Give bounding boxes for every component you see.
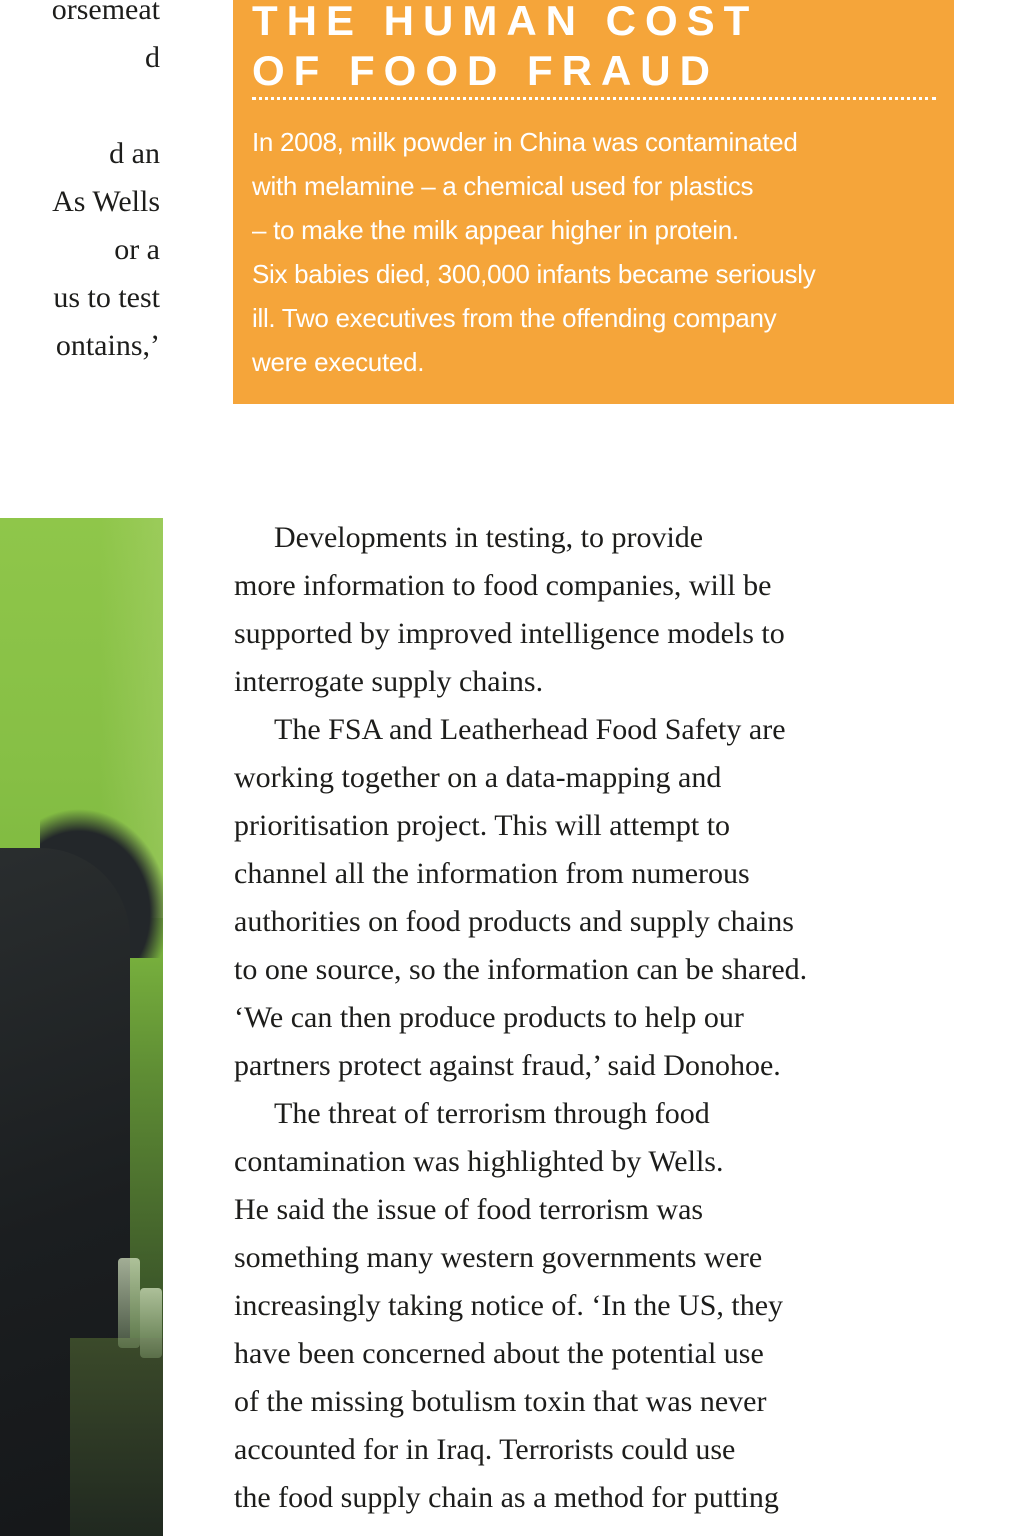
article-line: accounted for in Iraq. Terrorists could use [234,1433,736,1466]
photo-glass [140,1288,162,1358]
sidebar-box [233,0,954,404]
sidebar-body [252,120,942,384]
left-column-line: ontains,’ [55,329,160,362]
sidebar-body-line: – to make the milk appear higher in protein. [252,215,739,245]
article-line: have been concerned about the potential use [234,1337,764,1370]
article-line: The threat of terrorism through food [274,1097,710,1130]
article-line: contamination was highlighted by Wells. [234,1145,724,1178]
photo-glass [118,1258,140,1348]
photo-table [70,1338,163,1536]
article-line: authorities on food products and supply chains [234,905,794,938]
article-line: channel all the information from numerous [234,857,750,890]
sidebar-body-line: were executed. [252,347,425,377]
left-column-line: us to test [53,281,160,314]
article-line: partners protect against fraud,’ said Donohoe. [234,1049,781,1082]
sidebar-body-line: Six babies died, 300,000 infants became seriously [252,259,816,289]
sidebar-body-line: In 2008, milk powder in China was contaminated [252,127,798,157]
article-line: interrogate supply chains. [234,665,544,698]
speaker-photo [0,518,163,1536]
left-column-line: or a [114,233,160,266]
sidebar-dotted-rule [252,97,936,100]
article-line: Developments in testing, to provide [274,521,704,554]
article-line: The FSA and Leatherhead Food Safety are [274,713,786,746]
article-line: supported by improved intelligence models to [234,617,785,650]
sidebar-body-line: with melamine – a chemical used for plastics [252,171,754,201]
article-line: to one source, so the information can be shared. [234,953,808,986]
article-line: more information to food companies, will be [234,569,772,602]
left-column-text [0,0,160,370]
article-line: the food supply chain as a method for putting [234,1481,779,1514]
left-column-line: As Wells [52,185,160,218]
article-line: something many western governments were [234,1241,763,1274]
article-line: He said the issue of food terrorism was [234,1193,704,1226]
left-column-line: d an [109,137,160,170]
left-column-line: d [145,41,160,74]
sidebar-title [252,0,758,96]
article-line: of the missing botulism toxin that was never [234,1385,767,1418]
article-body [234,514,974,1522]
article-line: prioritisation project. This will attempt to [234,809,731,842]
sidebar-title-line-1: THE HUMAN COST [252,0,759,44]
article-line: ‘We can then produce products to help our [234,1001,744,1034]
left-column-line: orsemeat [51,0,160,26]
sidebar-title-line-2: OF FOOD FRAUD [252,47,719,94]
left-column-gap [0,82,160,130]
article-line: increasingly taking notice of. ‘In the US, they [234,1289,784,1322]
sidebar-body-line: ill. Two executives from the offending company [252,303,777,333]
article-line: working together on a data-mapping and [234,761,722,794]
